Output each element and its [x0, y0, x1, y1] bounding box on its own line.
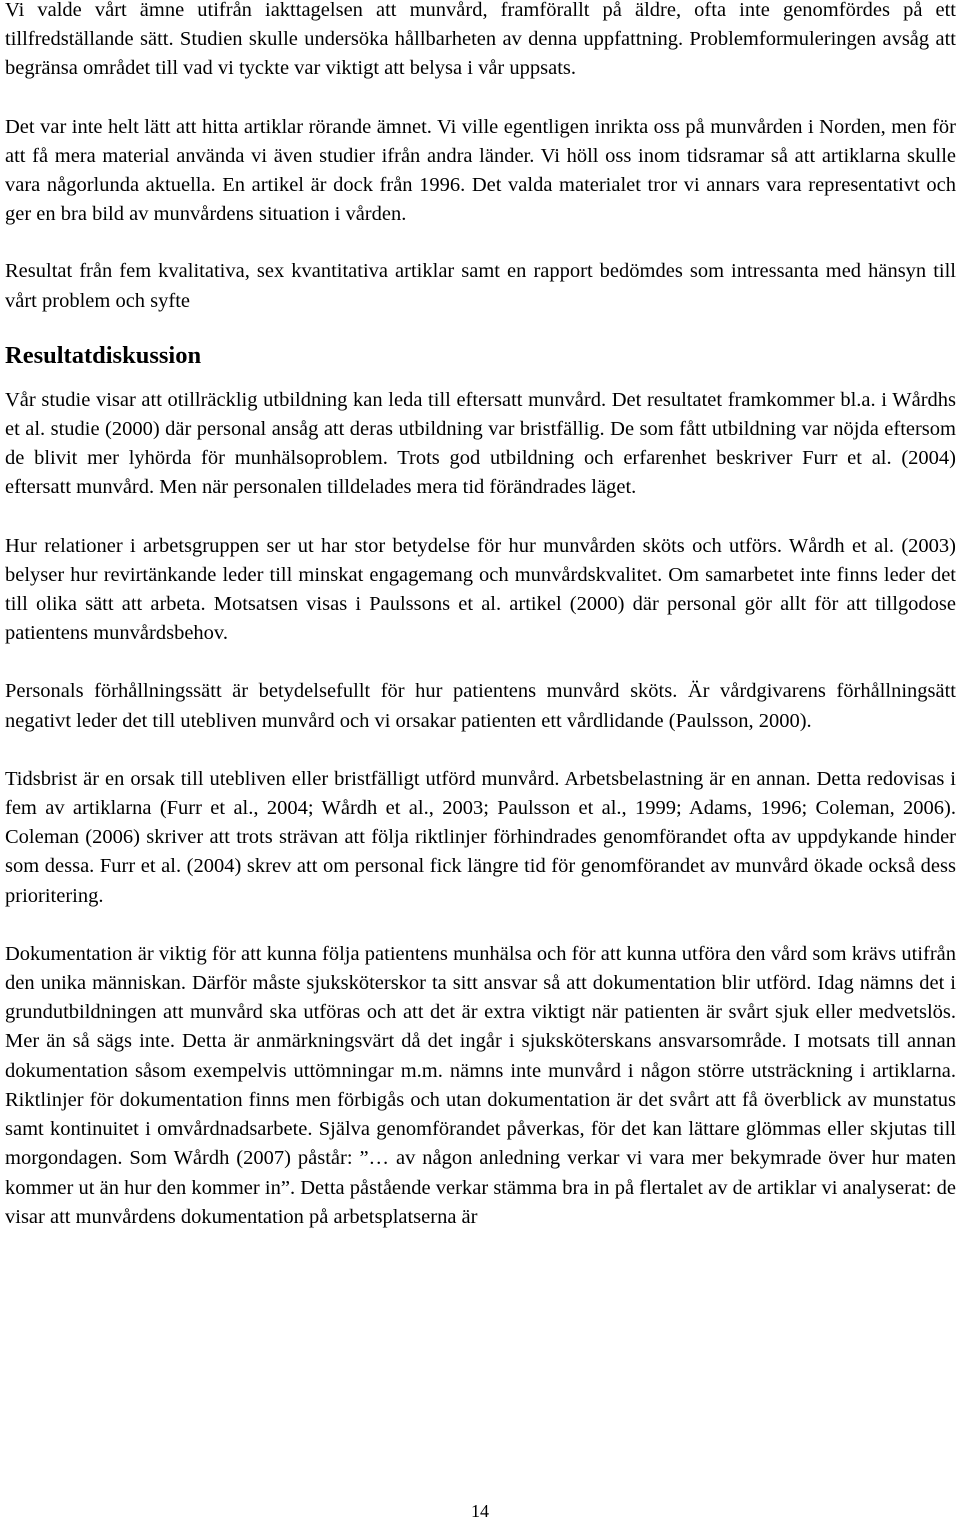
- paragraph-article-search: Det var inte helt lätt att hitta artiklar rörande ämnet. Vi ville egentligen inrikta oss på munvården i Norden, men för att få mera material använda vi även studier ifrån andra länder. Vi höll oss inom tidsramar så att artiklarna skulle vara någorlunda aktuella. En artikel är dock från 1996. Det valda materialet tror vi annars vara representativt och ger en bra bild av munvårdens situation i vården.: [5, 115, 956, 226]
- paragraph-staff-attitude: Personals förhållningssätt är betydelsefullt för hur patientens munvård sköts. Är vårdgivarens förhållningsätt negativt leder det till utebliven munvård och vi orsakar patienten ett vårdlidande (Paulsson, 2000).: [5, 680, 956, 732]
- paragraph-results-summary: Resultat från fem kvalitativa, sex kvantitativa artiklar samt en rapport bedömdes som intressanta med hänsyn till vårt problem och syfte: [5, 260, 956, 312]
- paragraph-education: Vår studie visar att otillräcklig utbildning kan leda till eftersatt munvård. Det resultatet framkommer bl.a. i Wårdhs et al. studie (2000) där personal ansåg att deras utbildning var bristfällig. De som fått utbildning var nöjda eftersom de blivit mer lyhörda för munhälsoproblem. Trots god utbildning och erfarenhet beskriver Furr et al. (2004) eftersatt munvård. Men när personalen tilldelades mera tid förändrades läget.: [5, 388, 956, 499]
- paragraph-documentation: Dokumentation är viktig för att kunna följa patientens munhälsa och för att kunna utföra den vård som krävs utifrån den unika människan. Därför måste sjuksköterskor ta sitt ansvar så att dokumentation blir utförd. Idag nämns det i grundutbildningen att munvård ska utföras och att det är extra viktigt när patienten är svårt sjuk eller medvetslös. Mer än så sägs inte. Detta är anmärkningsvärt då det ingår i sjuksköterskans ansvarsområde. I motsats till annan dokumentation såsom exempelvis uttömningar m.m. nämns inte munvård i någon större utsträckning i artiklarna. Riktlinjer för dokumentation finns men förbigås och utan dokumentation är det svårt att få överblick av munstatus samt kontinuitet i omvårdnadsarbete. Själva genomförandet påverkas, för det kan lättare glömmas eller skjutas till morgondagen. Som Wårdh (2007) påstår: ”… av någon anledning verkar vi vara mer bekymrade över hur maten kommer ut än hur den kommer in”. Detta påstående verkar stämma bra in på flertalet av de artiklar vi analyserat: de visar att munvårdens dokumentation på arbetsplatserna är: [5, 942, 956, 1228]
- paragraph-time-shortage: Tidsbrist är en orsak till utebliven eller bristfälligt utförd munvård. Arbetsbelastning är en annan. Detta redovisas i fem av artiklarna (Furr et al., 2004; Wårdh et al., 2003; Paulsson et al., 1999; Adams, 1996; Coleman, 2006). Coleman (2006) skriver att trots strävan att följa riktlinjer förhindrades genomförandet ofta av uppdykande hinder som dessa. Furr et al. (2004) skrev att om personal fick längre tid för genomförandet av munvård ökade också dess prioritering.: [5, 767, 956, 907]
- document-page: [5, 0, 956, 1232]
- paragraph-work-relations: Hur relationer i arbetsgruppen ser ut har stor betydelse för hur munvården sköts och utförs. Wårdh et al. (2003) belyser hur revirtänkande leder till minskat engagemang och munvårdskvalitet. Om samarbetet inte finns leder det till olika sätt att arbeta. Motsatsen visas i Paulssons et al. artikel (2000) där personal gör allt för att tillgodose patientens munvårdsbehov.: [5, 534, 956, 645]
- page-number: 14: [471, 1501, 489, 1521]
- paragraph-topic-choice: Vi valde vårt ämne utifrån iakttagelsen att munvård, framförallt på äldre, ofta inte genomfördes på ett tillfredställande sätt. Studien skulle undersöka hållbarheten av denna uppfattning. Problemformuleringen avsåg att begränsa området till vad vi tyckte var viktigt att belysa i vår uppsats.: [5, 0, 956, 80]
- section-heading: Resultatdiskussion: [5, 341, 202, 369]
